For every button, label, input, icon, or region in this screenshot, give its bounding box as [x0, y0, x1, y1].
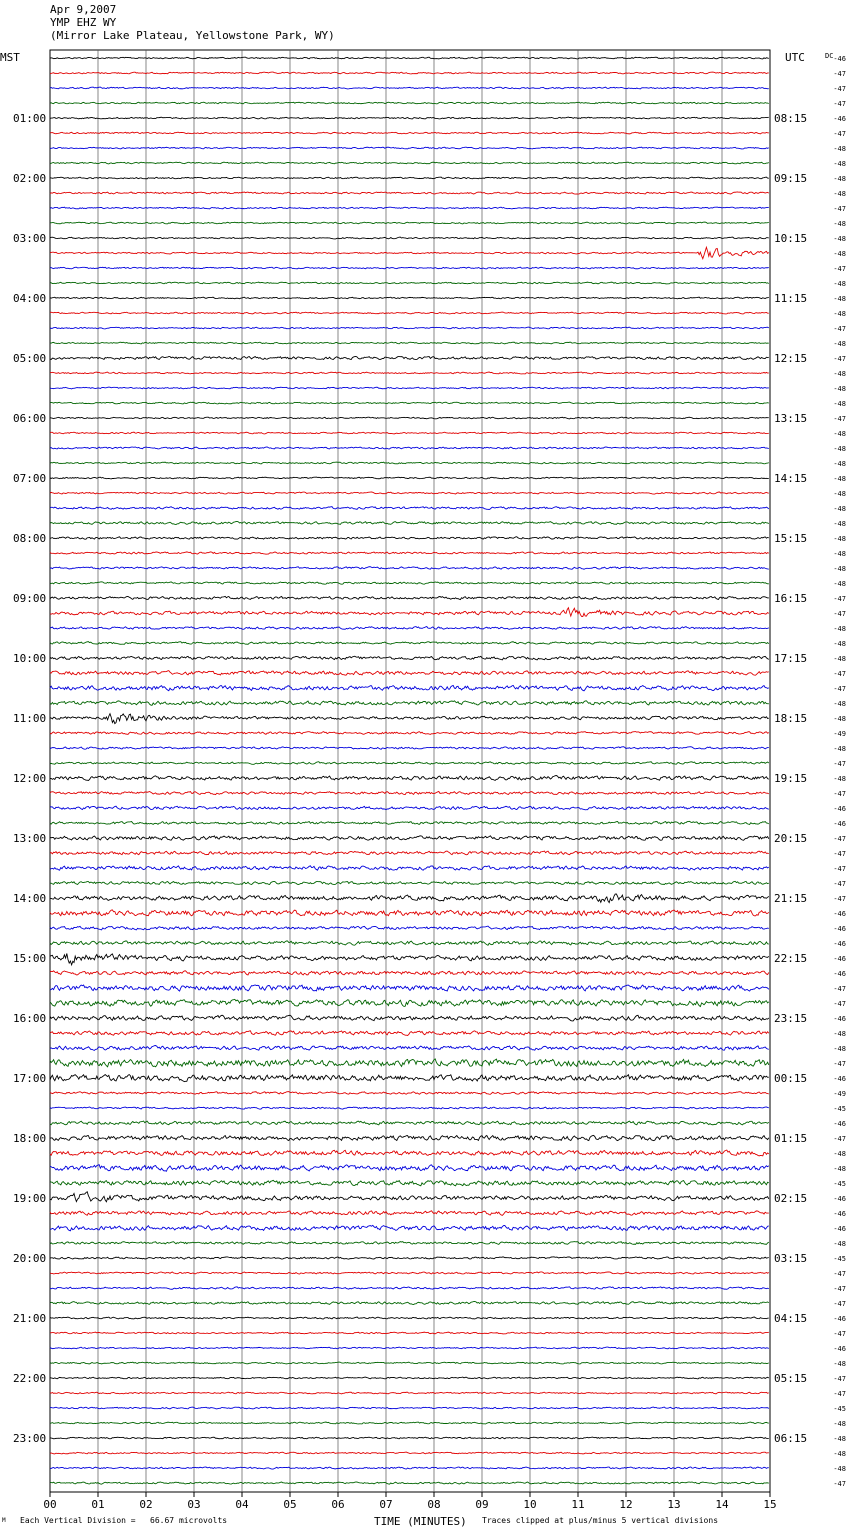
left-hour-label: 18:00: [13, 1132, 47, 1145]
seismic-trace: [50, 747, 769, 750]
seismic-trace: [50, 1392, 769, 1394]
seismic-trace: [50, 57, 769, 59]
seismic-trace: [50, 1437, 769, 1439]
dc-offset-label: -48: [833, 715, 846, 723]
dc-offset-label: -48: [833, 700, 846, 708]
right-hour-label: 09:15: [774, 172, 808, 185]
left-hour-label: 22:00: [13, 1372, 47, 1385]
seismic-trace: [50, 656, 769, 660]
dc-offset-label: -47: [833, 415, 846, 423]
seismic-trace: [50, 1467, 769, 1469]
dc-offset-label: -48: [833, 160, 846, 168]
seismic-trace: [50, 132, 769, 134]
dc-offset-label: -48: [833, 1450, 846, 1458]
seismic-trace: [50, 447, 769, 449]
seismic-trace: [50, 776, 769, 781]
left-hour-label: 16:00: [13, 1012, 47, 1025]
dc-offset-label: -48: [833, 370, 846, 378]
dc-offset-label: -48: [833, 550, 846, 558]
dc-offset-label: -46: [833, 1315, 846, 1323]
seismic-trace: [50, 1272, 769, 1274]
seismic-trace: [50, 1287, 769, 1289]
left-hour-label: 15:00: [13, 952, 47, 965]
seismic-trace: [50, 372, 769, 374]
dc-offset-label: -47: [833, 1480, 846, 1488]
dc-offset-label: -48: [833, 1435, 846, 1443]
seismic-trace: [50, 432, 769, 434]
seismic-trace: [50, 821, 769, 824]
dc-offset-label: -49: [833, 1090, 846, 1098]
dc-offset-label: -47: [833, 265, 846, 273]
dc-offset-label: -47: [833, 895, 846, 903]
dc-offset-label: -48: [833, 640, 846, 648]
clip-note: Traces clipped at plus/minus 5 vertical divisions: [482, 1516, 719, 1525]
right-hour-label: 04:15: [774, 1312, 808, 1325]
seismic-trace: [50, 1482, 769, 1484]
seismic-trace: [50, 356, 769, 359]
seismic-trace: [50, 1377, 769, 1379]
seismic-trace: [50, 192, 769, 194]
dc-offset-label: -47: [833, 1285, 846, 1293]
dc-offset-label: -47: [833, 355, 846, 363]
seismic-trace: [50, 1031, 769, 1036]
seismic-trace: [50, 971, 769, 975]
dc-offset-label: -48: [833, 280, 846, 288]
seismic-trace: [50, 1075, 769, 1082]
dc-offset-label: -46: [833, 1195, 846, 1203]
dc-offset-label: -48: [833, 385, 846, 393]
dc-offset-label: -46: [833, 820, 846, 828]
dc-offset-label: -47: [833, 790, 846, 798]
left-hour-label: 06:00: [13, 412, 47, 425]
seismic-trace: [50, 1150, 769, 1156]
seismic-trace: [50, 102, 769, 104]
dc-offset-label: -47: [833, 760, 846, 768]
dc-offset-label: -47: [833, 1060, 846, 1068]
seismic-trace: [50, 117, 769, 119]
seismic-trace: [50, 894, 769, 903]
right-hour-label: 21:15: [774, 892, 808, 905]
dc-offset-label: -47: [833, 835, 846, 843]
x-tick-label: 11: [571, 1498, 585, 1511]
seismic-trace: [50, 866, 769, 870]
dc-offset-label: -48: [833, 1420, 846, 1428]
dc-offset-label: -48: [833, 565, 846, 573]
right-timezone-label: UTC: [785, 51, 805, 64]
seismic-trace: [50, 297, 769, 299]
left-hour-label: 23:00: [13, 1432, 47, 1445]
dc-offset-label: -47: [833, 130, 846, 138]
left-hour-label: 19:00: [13, 1192, 47, 1205]
dc-offset-label: -48: [833, 505, 846, 513]
dc-offset-label: -47: [833, 610, 846, 618]
seismic-trace: [50, 1301, 769, 1304]
seismic-trace: [50, 282, 769, 284]
dc-offset-label: -48: [833, 490, 846, 498]
seismic-trace: [50, 567, 769, 570]
seismic-trace: [50, 1225, 769, 1230]
dc-offset-label: -48: [833, 250, 846, 258]
left-hour-label: 11:00: [13, 712, 47, 725]
left-timezone-label: MST: [0, 51, 20, 64]
seismic-trace: [50, 685, 769, 690]
dc-offset-label: -47: [833, 205, 846, 213]
seismic-trace: [50, 177, 769, 179]
dc-offset-label: -48: [833, 190, 846, 198]
dc-offset-label: -47: [833, 985, 846, 993]
seismic-trace: [50, 162, 769, 164]
seismic-trace: [50, 1015, 769, 1021]
seismic-trace: [50, 1092, 769, 1095]
seismic-trace: [50, 72, 769, 74]
left-hour-label: 04:00: [13, 292, 47, 305]
seismic-trace: [50, 732, 769, 735]
right-hour-label: 02:15: [774, 1192, 808, 1205]
left-hour-label: 08:00: [13, 532, 47, 545]
x-tick-label: 06: [331, 1498, 345, 1511]
seismic-trace: [50, 1257, 769, 1259]
right-hour-label: 10:15: [774, 232, 808, 245]
dc-offset-label: -45: [833, 1180, 846, 1188]
seismic-trace: [50, 312, 769, 314]
seismic-trace: [50, 1192, 769, 1202]
dc-offset-label: -47: [833, 1375, 846, 1383]
x-tick-label: 01: [91, 1498, 105, 1511]
dc-offset-label: -47: [833, 865, 846, 873]
seismic-trace: [50, 1046, 769, 1051]
x-tick-label: 08: [427, 1498, 441, 1511]
dc-offset-label: -47: [833, 100, 846, 108]
right-hour-label: 00:15: [774, 1072, 808, 1085]
x-tick-label: 00: [43, 1498, 57, 1511]
dc-offset-label: -48: [833, 1165, 846, 1173]
dc-offset-label: -48: [833, 235, 846, 243]
seismic-trace: [50, 714, 769, 724]
seismic-trace: [50, 492, 769, 494]
dc-offset-label: -46: [833, 940, 846, 948]
dc-offset-label: -48: [833, 1045, 846, 1053]
left-hour-label: 05:00: [13, 352, 47, 365]
seismic-trace: [50, 836, 769, 841]
seismic-trace: [50, 851, 769, 855]
left-hour-label: 14:00: [13, 892, 47, 905]
dc-offset-label: -46: [833, 1120, 846, 1128]
x-tick-label: 10: [523, 1498, 537, 1511]
dc-offset-label: -47: [833, 1300, 846, 1308]
seismic-trace: [50, 521, 769, 524]
seismic-trace: [50, 999, 769, 1006]
dc-offset-label: -48: [833, 340, 846, 348]
left-hour-label: 07:00: [13, 472, 47, 485]
x-tick-label: 13: [667, 1498, 681, 1511]
seismic-trace: [50, 1180, 769, 1186]
dc-offset-label: -48: [833, 775, 846, 783]
header-station: YMP EHZ WY: [50, 16, 117, 29]
dc-offset-label: -48: [833, 475, 846, 483]
dc-offset-label: -46: [833, 1015, 846, 1023]
corner-mark: M: [2, 1517, 6, 1524]
seismic-trace: [50, 608, 769, 617]
left-hour-label: 01:00: [13, 112, 47, 125]
x-tick-label: 02: [139, 1498, 153, 1511]
dc-offset-label: -48: [833, 520, 846, 528]
right-hour-label: 12:15: [774, 352, 808, 365]
header-location: (Mirror Lake Plateau, Yellowstone Park, WY): [50, 29, 335, 42]
seismic-trace: [50, 642, 769, 645]
x-tick-label: 14: [715, 1498, 729, 1511]
x-axis-title: TIME (MINUTES): [374, 1515, 467, 1528]
right-hour-label: 20:15: [774, 832, 808, 845]
dc-offset-label: -47: [833, 685, 846, 693]
seismic-trace: [50, 910, 769, 916]
dc-offset-label: -48: [833, 1465, 846, 1473]
dc-offset-label: -46: [833, 1075, 846, 1083]
left-hour-label: 09:00: [13, 592, 47, 605]
left-hour-label: 17:00: [13, 1072, 47, 1085]
left-hour-label: 10:00: [13, 652, 47, 665]
dc-offset-label: -46: [833, 1210, 846, 1218]
seismic-trace: [50, 762, 769, 765]
left-hour-label: 12:00: [13, 772, 47, 785]
seismic-trace: [50, 671, 769, 676]
right-hour-label: 14:15: [774, 472, 808, 485]
seismic-trace: [50, 926, 769, 930]
dc-offset-label: -48: [833, 1150, 846, 1158]
right-hour-label: 01:15: [774, 1132, 808, 1145]
seismic-trace: [50, 1121, 769, 1125]
dc-offset-label: -48: [833, 445, 846, 453]
seismic-trace: [50, 247, 769, 258]
seismic-trace: [50, 237, 769, 239]
right-hour-label: 11:15: [774, 292, 808, 305]
seismic-trace: [50, 985, 769, 991]
right-hour-label: 17:15: [774, 652, 808, 665]
seismic-trace: [50, 552, 769, 554]
seismic-trace: [50, 1211, 769, 1216]
right-hour-label: 06:15: [774, 1432, 808, 1445]
seismic-trace: [50, 387, 769, 389]
dc-offset-label: -47: [833, 70, 846, 78]
seismic-trace: [50, 701, 769, 706]
right-hour-label: 22:15: [774, 952, 808, 965]
x-tick-label: 07: [379, 1498, 393, 1511]
dc-offset-label: -48: [833, 295, 846, 303]
dc-offset-label: -48: [833, 745, 846, 753]
seismic-trace: [50, 507, 769, 510]
seismic-trace: [50, 881, 769, 884]
dc-offset-label: -48: [833, 655, 846, 663]
seismic-trace: [50, 462, 769, 464]
seismic-trace: [50, 1407, 769, 1409]
left-hour-label: 02:00: [13, 172, 47, 185]
dc-offset-label: -48: [833, 430, 846, 438]
dc-offset-label: -45: [833, 1405, 846, 1413]
seismic-trace: [50, 1362, 769, 1364]
right-hour-label: 13:15: [774, 412, 808, 425]
right-hour-label: 16:15: [774, 592, 808, 605]
right-hour-label: 18:15: [774, 712, 808, 725]
dc-offset-label: -47: [833, 880, 846, 888]
seismic-trace: [50, 402, 769, 404]
seismic-trace: [50, 1317, 769, 1319]
seismic-trace: [50, 147, 769, 149]
right-hour-label: 19:15: [774, 772, 808, 785]
left-hour-label: 21:00: [13, 1312, 47, 1325]
dc-offset-label: -48: [833, 1030, 846, 1038]
dc-offset-label: -48: [833, 175, 846, 183]
dc-offset-label: -48: [833, 535, 846, 543]
dc-offset-label: -46: [833, 1225, 846, 1233]
right-hour-label: 03:15: [774, 1252, 808, 1265]
seismic-trace: [50, 1422, 769, 1424]
seismic-trace: [50, 1165, 769, 1172]
dc-offset-label: -49: [833, 730, 846, 738]
dc-offset-label: -45: [833, 1105, 846, 1113]
seismic-trace: [50, 941, 769, 945]
left-hour-label: 13:00: [13, 832, 47, 845]
seismic-trace: [50, 953, 769, 964]
plot-frame: [50, 50, 770, 1492]
dc-offset-label: -48: [833, 220, 846, 228]
seismic-trace: [50, 1242, 769, 1245]
dc-header: DC: [825, 52, 834, 60]
dc-offset-label: -46: [833, 115, 846, 123]
seismic-trace: [50, 267, 769, 269]
right-hour-label: 08:15: [774, 112, 808, 125]
dc-offset-label: -47: [833, 1000, 846, 1008]
seismic-trace: [50, 207, 769, 209]
seismic-trace: [50, 87, 769, 89]
dc-offset-label: -48: [833, 1360, 846, 1368]
dc-offset-label: -48: [833, 1240, 846, 1248]
dc-offset-label: -45: [833, 1255, 846, 1263]
dc-offset-label: -47: [833, 1270, 846, 1278]
dc-offset-label: -46: [833, 970, 846, 978]
seismic-trace: [50, 537, 769, 539]
x-tick-label: 05: [283, 1498, 297, 1511]
dc-offset-label: -47: [833, 1390, 846, 1398]
dc-offset-label: -46: [833, 925, 846, 933]
x-tick-label: 03: [187, 1498, 201, 1511]
seismic-trace: [50, 327, 769, 329]
seismic-trace: [50, 417, 769, 419]
dc-offset-label: -47: [833, 85, 846, 93]
seismic-trace: [50, 222, 769, 224]
dc-offset-label: -47: [833, 1135, 846, 1143]
seismic-trace: [50, 1059, 769, 1067]
dc-offset-label: -48: [833, 580, 846, 588]
right-hour-label: 23:15: [774, 1012, 808, 1025]
dc-offset-label: -48: [833, 460, 846, 468]
header-date: Apr 9,2007: [50, 3, 117, 16]
x-tick-label: 15: [763, 1498, 777, 1511]
left-hour-label: 20:00: [13, 1252, 47, 1265]
dc-offset-label: -47: [833, 325, 846, 333]
seismic-trace: [50, 1107, 769, 1109]
dc-offset-label: -48: [833, 310, 846, 318]
seismic-trace: [50, 342, 769, 344]
seismic-trace: [50, 1332, 769, 1334]
dc-offset-label: -46: [833, 805, 846, 813]
dc-offset-label: -46: [833, 1345, 846, 1353]
dc-offset-label: -46: [833, 955, 846, 963]
seismic-trace: [50, 627, 769, 630]
x-tick-label: 04: [235, 1498, 249, 1511]
seismic-trace: [50, 806, 769, 810]
seismic-trace: [50, 1135, 769, 1140]
seismic-trace: [50, 477, 769, 479]
right-hour-label: 05:15: [774, 1372, 808, 1385]
dc-offset-label: -48: [833, 145, 846, 153]
dc-offset-label: -48: [833, 625, 846, 633]
x-tick-label: 12: [619, 1498, 633, 1511]
dc-offset-label: -46: [833, 910, 846, 918]
seismic-trace: [50, 596, 769, 599]
dc-offset-label: -47: [833, 595, 846, 603]
x-tick-label: 09: [475, 1498, 489, 1511]
dc-offset-label: -46: [833, 55, 846, 63]
dc-offset-label: -47: [833, 850, 846, 858]
dc-offset-label: -48: [833, 400, 846, 408]
right-hour-label: 15:15: [774, 532, 808, 545]
dc-offset-label: -47: [833, 670, 846, 678]
dc-offset-label: -47: [833, 1330, 846, 1338]
seismic-trace: [50, 791, 769, 794]
seismic-trace: [50, 1347, 769, 1349]
seismic-trace: [50, 1452, 769, 1454]
scale-note: Each Vertical Division = 66.67 microvolts: [20, 1516, 228, 1525]
left-hour-label: 03:00: [13, 232, 47, 245]
seismic-trace: [50, 582, 769, 584]
